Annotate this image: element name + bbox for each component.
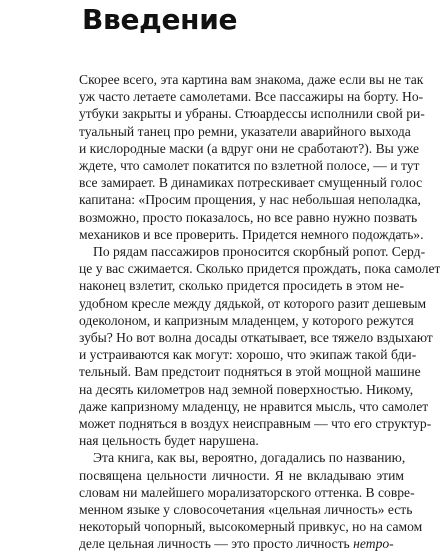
- text-line: словам ни малейшего морализаторского оттенка. В совре-: [79, 484, 415, 500]
- text-line: тельный. Вам предстоит подняться в этой мощной машине: [79, 364, 421, 380]
- text-line: По рядам пассажиров проносится скорбный ропот. Серд-: [93, 244, 426, 260]
- text-line: на десять километров над земной поверхностью. Никому,: [79, 381, 414, 397]
- text-line: менном языке у словосочетания «цельная личность» есть: [79, 502, 413, 518]
- paragraph-1: [79, 71, 425, 243]
- text-line: удобном кресле между дядькой, от которого разит дешевым: [79, 295, 427, 311]
- paragraph-2: [79, 243, 440, 449]
- text-line: зубы? Но вот волна досады откатывает, все тяжело вздыхают: [79, 330, 433, 346]
- text-line: и устраиваются как могут: хорошо, что экипаж такой бди-: [79, 347, 417, 363]
- text-line: ная цельность будет нарушена.: [79, 433, 259, 449]
- italic-word: нетро-: [353, 536, 394, 552]
- text-line: утбуки закрыты и убраны. Стюардессы исполнили свой ри-: [79, 106, 425, 122]
- chapter-heading: Введение: [82, 3, 238, 36]
- text-line: це у вас сжимается. Сколько придется прождать, пока самолет: [79, 261, 440, 277]
- text-segment: деле цельная личность — это просто личность: [79, 536, 350, 552]
- text-line: уж часто летаете самолетами. Все пассажиры на борту. Но-: [79, 89, 424, 105]
- text-line: наконец взлетит, сколько придется просидеть в этом не-: [79, 278, 404, 294]
- text-line: возможно, просто показалось, но все равно нужно позвать: [79, 209, 418, 225]
- text-line: может подняться в воздух неисправным — что его структур-: [79, 416, 432, 432]
- text-line: [79, 535, 404, 552]
- text-line: все замирает. В динамиках потрескивает смущенный голос: [79, 175, 423, 191]
- text-line: и кислородные маски (а вдруг они не сработают?). Вы уже: [79, 140, 420, 156]
- text-line: одеколоном, и капризным младенцем, у которого режутся: [79, 312, 414, 328]
- text-line: туальный танец про ремни, указатели аварийного выхода: [79, 123, 411, 139]
- text-line: ждете, что самолет покатится по взлетной полосе, — и тут: [79, 158, 420, 174]
- text-line: посвящена цельности личности. Я не вкладываю этим: [79, 467, 404, 483]
- text-line: механиков и все проверить. Придется немного подождать».: [79, 226, 424, 242]
- text-line: капитана: «Просим прощения, у нас небольшая неполадка,: [79, 192, 421, 208]
- chapter-body: [79, 71, 440, 553]
- text-line: Скорее всего, эта картина вам знакома, даже если вы не так: [79, 72, 424, 87]
- text-line: даже капризному младенцу, не нравится мысль, что самолет: [79, 398, 429, 414]
- text-line: некоторый чопорный, высокомерный привкус, но на самом: [79, 519, 423, 535]
- paragraph-3: [79, 449, 423, 552]
- text-line: Эта книга, как вы, вероятно, догадались по названию,: [93, 450, 406, 466]
